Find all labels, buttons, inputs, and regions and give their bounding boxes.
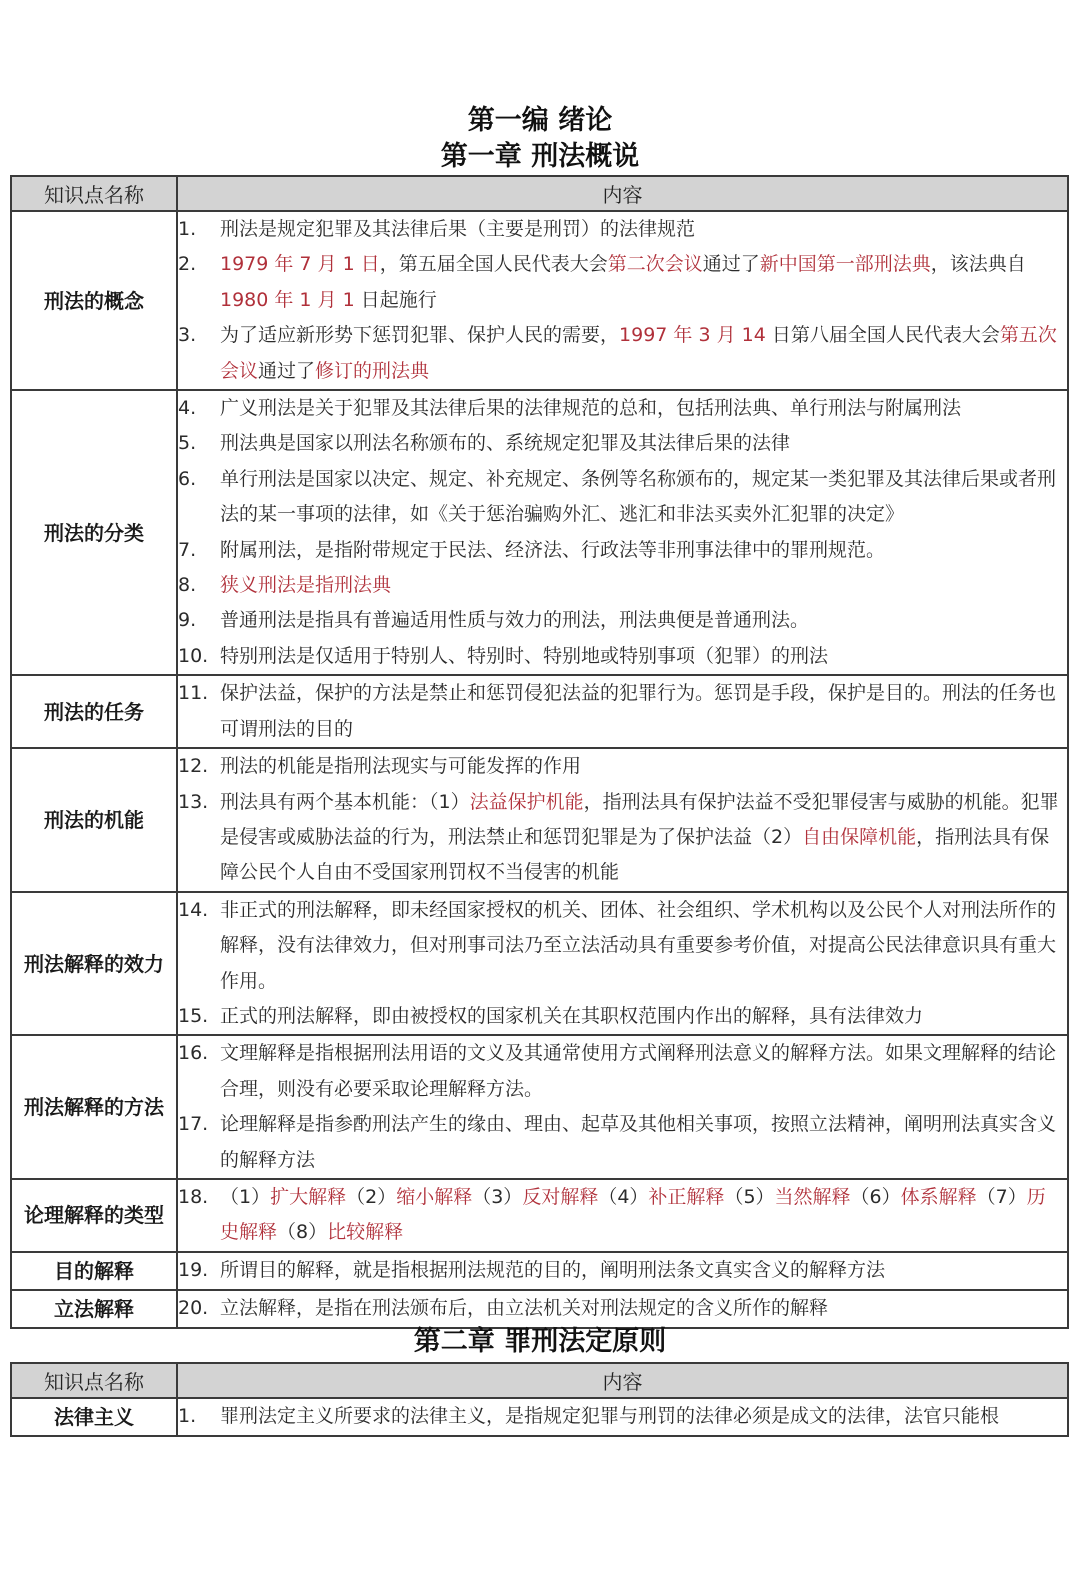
item-text bbox=[220, 462, 1067, 533]
highlighted-text: 第二次会议 bbox=[607, 253, 703, 276]
item-number: 11. bbox=[178, 682, 209, 705]
chapter-2-title: 第二章 罪刑法定原则 bbox=[413, 1326, 667, 1357]
table-row bbox=[11, 1252, 1068, 1290]
item-text bbox=[220, 749, 1067, 784]
item-text bbox=[220, 568, 1067, 603]
row-topic-name: 刑法解释的方法 bbox=[11, 1035, 177, 1179]
item-number: 10. bbox=[178, 644, 209, 667]
row-topic-name: 刑法的概念 bbox=[11, 211, 177, 390]
item-text bbox=[220, 999, 1067, 1034]
list-item bbox=[178, 749, 1067, 784]
item-text bbox=[220, 1107, 1067, 1178]
text-segment: 所谓目的解释，就是指根据刑法规范的目的，阐明刑法条文真实含义的解释方法 bbox=[220, 1258, 886, 1281]
item-text bbox=[220, 247, 1067, 318]
highlighted-text: 扩大解释 bbox=[270, 1185, 347, 1208]
row-topic-name: 刑法的分类 bbox=[11, 390, 177, 675]
item-text bbox=[220, 785, 1067, 891]
item-text bbox=[220, 1180, 1067, 1251]
list-item bbox=[178, 1036, 1067, 1107]
table-row bbox=[11, 675, 1068, 748]
text-segment: 刑法是规定犯罪及其法律后果（主要是刑罚）的法律规范 bbox=[220, 218, 696, 240]
table-row bbox=[11, 1398, 1068, 1436]
text-segment: 刑法的机能是指刑法现实与可能发挥的作用 bbox=[220, 755, 582, 778]
row-topic-name: 论理解释的类型 bbox=[11, 1179, 177, 1252]
item-number: 19. bbox=[178, 1258, 209, 1281]
item-text bbox=[220, 318, 1067, 389]
row-content bbox=[177, 748, 1068, 892]
list-item bbox=[178, 391, 1067, 426]
list-item bbox=[178, 676, 1067, 747]
text-segment: （4） bbox=[598, 1185, 649, 1208]
header-name: 知识点名称 bbox=[11, 176, 177, 211]
highlighted-text: 历史解释 bbox=[220, 1185, 1046, 1244]
row-content bbox=[177, 211, 1068, 390]
row-content bbox=[177, 1035, 1068, 1179]
highlighted-text: 缩小解释 bbox=[396, 1185, 473, 1208]
text-segment: 通过了 bbox=[258, 359, 316, 382]
item-number: 15. bbox=[178, 1004, 209, 1027]
item-number: 20. bbox=[178, 1296, 209, 1319]
list-item bbox=[178, 247, 1067, 318]
item-number: 8. bbox=[178, 574, 197, 597]
table-row bbox=[11, 892, 1068, 1036]
chapter-1-table-body bbox=[11, 211, 1068, 1328]
row-content bbox=[177, 675, 1068, 748]
item-number: 1. bbox=[178, 218, 197, 240]
list-item bbox=[178, 999, 1067, 1034]
table-header-row bbox=[11, 1363, 1068, 1398]
text-segment: 普通刑法是指具有普遍适用性质与效力的刑法，刑法典便是普通刑法。 bbox=[220, 609, 810, 632]
item-number: 2. bbox=[178, 253, 197, 276]
item-text bbox=[220, 676, 1067, 747]
row-topic-name: 法律主义 bbox=[11, 1398, 177, 1436]
table-row bbox=[11, 1290, 1068, 1328]
text-segment: 刑法典是国家以刑法名称颁布的、系统规定犯罪及其法律后果的法律 bbox=[220, 432, 791, 455]
item-text bbox=[220, 391, 1067, 426]
table-row bbox=[11, 211, 1068, 390]
text-segment: 特别刑法是仅适用于特别人、特别时、特别地或特别事项（犯罪）的刑法 bbox=[220, 644, 829, 667]
text-segment: 正式的刑法解释，即由被授权的国家机关在其职权范围内作出的解释，具有法律效力 bbox=[220, 1004, 924, 1027]
list-item bbox=[178, 212, 1067, 247]
row-topic-name: 刑法解释的效力 bbox=[11, 892, 177, 1036]
text-segment: 立法解释，是指在刑法颁布后，由立法机关对刑法规定的含义所作的解释 bbox=[220, 1296, 829, 1319]
text-segment: 单行刑法是国家以决定、规定、补充规定、条例等名称颁布的，规定某一类犯罪及其法律后果或者刑法的某一事项的法律，如《关于惩治骗购外汇、逃汇和非法买卖外汇犯罪的决定》 bbox=[220, 467, 1057, 526]
item-text bbox=[220, 893, 1067, 999]
highlighted-text: 1980 年 1 月 1 bbox=[220, 288, 355, 311]
text-segment: 非正式的刑法解释，即未经国家授权的机关、团体、社会组织、学术机构以及公民个人对刑法所作的解释，没有法律效力，但对刑事司法乃至立法活动具有重要参考价值，对提高公民法律意识具有重大作用。 bbox=[220, 898, 1057, 992]
list-item bbox=[178, 1291, 1067, 1326]
text-segment: 刑法具有两个基本机能：（1） bbox=[220, 790, 470, 813]
item-number: 7. bbox=[178, 538, 197, 561]
text-segment: 罪刑法定主义所要求的法律主义，是指规定犯罪与刑罚的法律必须是成文的法律，法官只能根 bbox=[220, 1405, 1000, 1427]
item-number: 4. bbox=[178, 397, 197, 420]
text-segment: 为了适应新形势下惩罚犯罪、保护人民的需要， bbox=[220, 324, 620, 347]
table-row bbox=[11, 1179, 1068, 1252]
highlighted-text: 补正解释 bbox=[648, 1185, 725, 1208]
list-item bbox=[178, 1107, 1067, 1178]
highlighted-text: 法益保护机能 bbox=[469, 790, 584, 813]
list-item bbox=[178, 1399, 1067, 1434]
header-content: 内容 bbox=[177, 1363, 1068, 1398]
row-topic-name: 刑法的机能 bbox=[11, 748, 177, 892]
list-item bbox=[178, 426, 1067, 461]
item-text bbox=[220, 1399, 1067, 1434]
text-segment: ，第五届全国人民代表大会 bbox=[379, 253, 608, 276]
text-segment: （7） bbox=[976, 1185, 1027, 1208]
text-segment: 文理解释是指根据刑法用语的文义及其通常使用方式阐释刑法意义的解释方法。如果文理解释的结论合理，则没有必要采取论理解释方法。 bbox=[220, 1042, 1057, 1100]
item-text bbox=[220, 426, 1067, 461]
item-number: 16. bbox=[178, 1042, 209, 1065]
text-segment: 日起施行 bbox=[354, 288, 437, 311]
highlighted-text: 狭义刑法是指刑法典 bbox=[220, 574, 392, 597]
row-content bbox=[177, 1398, 1068, 1436]
list-item bbox=[178, 462, 1067, 533]
header-name: 知识点名称 bbox=[11, 1363, 177, 1398]
list-item bbox=[178, 533, 1067, 568]
highlighted-text: 1979 年 7 月 1 日 bbox=[220, 253, 380, 276]
list-item bbox=[178, 603, 1067, 638]
item-text bbox=[220, 603, 1067, 638]
text-segment: 广义刑法是关于犯罪及其法律后果的法律规范的总和，包括刑法典、单行刑法与附属刑法 bbox=[220, 397, 962, 420]
row-content bbox=[177, 892, 1068, 1036]
list-item bbox=[178, 785, 1067, 891]
text-segment: ，指刑法具有保护法益不受犯罪侵害与威胁的机能。犯罪是侵害或威胁法益的行为，刑法禁止和惩罚犯罪是为了保护法益（2） bbox=[220, 790, 1059, 848]
chapter-2-table bbox=[10, 1362, 1069, 1437]
list-item bbox=[178, 568, 1067, 603]
table-row bbox=[11, 748, 1068, 892]
highlighted-text: 体系解释 bbox=[900, 1185, 977, 1208]
highlighted-text: 比较解释 bbox=[327, 1221, 404, 1244]
chapter-1-title: 第一章 刑法概说 bbox=[440, 141, 640, 172]
table-row bbox=[11, 390, 1068, 675]
highlighted-text: 新中国第一部刑法典 bbox=[759, 253, 931, 276]
text-segment: （6） bbox=[850, 1185, 901, 1208]
item-number: 14. bbox=[178, 898, 209, 921]
row-topic-name: 立法解释 bbox=[11, 1290, 177, 1328]
highlighted-text: 反对解释 bbox=[522, 1185, 599, 1208]
item-text bbox=[220, 1253, 1067, 1288]
text-segment: （1） bbox=[220, 1185, 271, 1208]
item-number: 18. bbox=[178, 1185, 209, 1208]
item-number: 5. bbox=[178, 432, 197, 455]
text-segment: 论理解释是指参酌刑法产生的缘由、理由、起草及其他相关事项，按照立法精神，阐明刑法真实含义的解释方法 bbox=[220, 1113, 1057, 1171]
list-item bbox=[178, 1253, 1067, 1288]
chapter-2-table-body bbox=[11, 1398, 1068, 1436]
item-number: 6. bbox=[178, 467, 197, 490]
item-number: 3. bbox=[178, 324, 197, 347]
highlighted-text: 自由保障机能 bbox=[802, 825, 917, 848]
text-segment: ，指刑法具有保障公民个人自由不受国家刑罚权不当侵害的机能 bbox=[220, 825, 1050, 884]
part-title: 第一编 绪论 bbox=[467, 105, 613, 136]
table-header-row bbox=[11, 176, 1068, 211]
row-content bbox=[177, 1290, 1068, 1328]
item-text bbox=[220, 1291, 1067, 1326]
highlighted-text: 1997 年 3 月 14 bbox=[619, 324, 766, 347]
text-segment: ，该法典自 bbox=[930, 253, 1026, 276]
row-content bbox=[177, 1252, 1068, 1290]
highlighted-text: 修订的刑法典 bbox=[315, 359, 430, 382]
table-row bbox=[11, 1035, 1068, 1179]
row-topic-name: 目的解释 bbox=[11, 1252, 177, 1290]
header-content: 内容 bbox=[177, 176, 1068, 211]
item-text bbox=[220, 1036, 1067, 1107]
item-text bbox=[220, 533, 1067, 568]
row-topic-name: 刑法的任务 bbox=[11, 675, 177, 748]
item-number: 13. bbox=[178, 790, 209, 813]
list-item bbox=[178, 639, 1067, 674]
row-content bbox=[177, 1179, 1068, 1252]
list-item bbox=[178, 1180, 1067, 1251]
row-content bbox=[177, 390, 1068, 675]
highlighted-text: 第五次会议 bbox=[220, 324, 1057, 382]
text-segment: （8） bbox=[277, 1221, 328, 1244]
item-number: 12. bbox=[178, 755, 209, 778]
text-segment: 日第八届全国人民代表大会 bbox=[765, 324, 1000, 347]
text-segment: （2） bbox=[346, 1185, 397, 1208]
item-text bbox=[220, 639, 1067, 674]
item-number: 1. bbox=[178, 1405, 197, 1427]
text-segment: （3） bbox=[472, 1185, 523, 1208]
item-text bbox=[220, 212, 1067, 247]
text-segment: 保护法益，保护的方法是禁止和惩罚侵犯法益的犯罪行为。惩罚是手段，保护是目的。刑法的任务也可谓刑法的目的 bbox=[220, 682, 1057, 740]
item-number: 17. bbox=[178, 1113, 209, 1136]
list-item bbox=[178, 893, 1067, 999]
text-segment: 通过了 bbox=[702, 253, 760, 276]
item-number: 9. bbox=[178, 609, 197, 632]
highlighted-text: 当然解释 bbox=[774, 1185, 851, 1208]
list-item bbox=[178, 318, 1067, 389]
text-segment: （5） bbox=[724, 1185, 775, 1208]
chapter-1-table bbox=[10, 175, 1069, 1329]
text-segment: 附属刑法，是指附带规定于民法、经济法、行政法等非刑事法律中的罪刑规范。 bbox=[220, 538, 886, 561]
